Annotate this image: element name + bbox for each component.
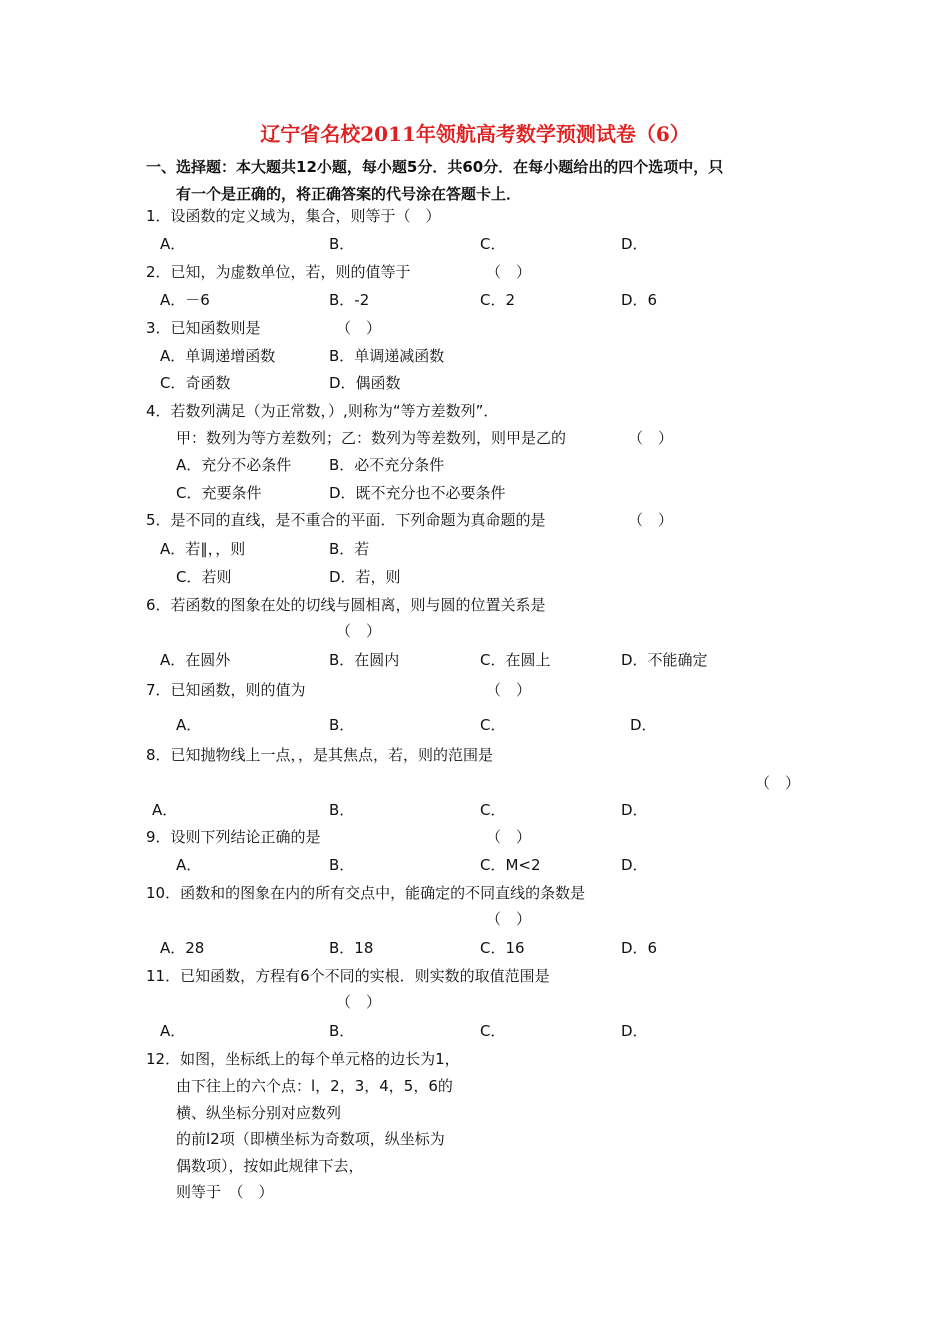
question-4-stem: 4．若数列满足（为正常数，）,则称为“等方差数列”． (146, 402, 499, 420)
q10-option-b: B．18 (329, 939, 374, 957)
q7-option-a: A． (176, 716, 202, 734)
question-12-stem-line4: 的前l2项（即横坐标为奇数项，纵坐标为 (176, 1130, 445, 1148)
q7-option-c: C． (480, 716, 506, 734)
q2-option-d: D．6 (621, 291, 658, 309)
q4-option-d: D．既不充分也不必要条件 (329, 484, 506, 502)
q4-option-c: C．充要条件 (176, 484, 262, 502)
exam-title: 辽宁省名校2011年领航高考数学预测试卷（6） (260, 122, 690, 146)
q8-option-b: B． (329, 801, 355, 819)
q4-option-b: B．必不充分条件 (329, 456, 445, 474)
q4-option-a: A．充分不必条件 (176, 456, 292, 474)
q3-option-a: A．单调递增函数 (160, 347, 276, 365)
q1-option-a: A． (160, 235, 186, 253)
section-heading: 一、选择题：本大题共12小题，每小题5分．共60分．在每小题给出的四个选项中，只 (146, 158, 724, 176)
q10-option-d: D．6 (621, 939, 658, 957)
q3-option-d: D．偶函数 (329, 374, 401, 392)
q10-option-a: A．28 (160, 939, 205, 957)
q11-answer-paren: （ ） (336, 993, 382, 1011)
q5-option-d: D．若，则 (329, 568, 401, 586)
q9-option-d: D． (621, 856, 648, 874)
q9-option-a: A． (176, 856, 202, 874)
question-2-stem: 2．已知，为虚数单位，若，则的值等于 (146, 263, 411, 281)
q7-option-b: B． (329, 716, 355, 734)
q1-option-b: B． (329, 235, 355, 253)
q2-option-a: A．－6 (160, 291, 210, 309)
question-4-stem-cont: 甲：数列为等方差数列；乙：数列为等差数列，则甲是乙的 (176, 429, 567, 447)
q8-option-d: D． (621, 801, 648, 819)
q8-option-c: C． (480, 801, 506, 819)
question-7-stem: 7．已知函数，则的值为 (146, 681, 306, 699)
q10-option-c: C．16 (480, 939, 525, 957)
q3-answer-paren: （ ） (336, 319, 382, 337)
question-3-stem: 3．已知函数则是 (146, 319, 261, 337)
q5-option-c: C．若则 (176, 568, 232, 586)
q9-answer-paren: （ ） (486, 828, 532, 846)
q8-answer-paren: （ ） (755, 774, 801, 792)
question-6-stem: 6．若函数的图象在处的切线与圆相离，则与圆的位置关系是 (146, 596, 546, 614)
q11-option-c: C． (480, 1022, 506, 1040)
q2-option-b: B．-2 (329, 291, 370, 309)
question-5-stem: 5．是不同的直线，是不重合的平面．下列命题为真命题的是 (146, 511, 546, 529)
q1-option-d: D． (621, 235, 648, 253)
question-12-stem-line3: 横、纵坐标分别对应数列 (176, 1104, 342, 1122)
q11-option-b: B． (329, 1022, 355, 1040)
question-12-stem-line5: 偶数项），按如此规律下去， (176, 1157, 364, 1175)
question-11-stem: 11．已知函数，方程有6个不同的实根．则实数的取值范围是 (146, 967, 550, 985)
question-8-stem: 8．已知抛物线上一点，，是其焦点，若，则的范围是 (146, 746, 494, 764)
q4-answer-paren: （ ） (628, 429, 674, 447)
q1-option-c: C． (480, 235, 506, 253)
question-10-stem: 10．函数和的图象在内的所有交点中，能确定的不同直线的条数是 (146, 884, 586, 902)
q8-option-a: A． (152, 801, 178, 819)
question-12-stem: 12．如图，坐标纸上的每个单元格的边长为1， (146, 1050, 460, 1068)
q6-answer-paren: （ ） (336, 622, 382, 640)
q3-option-b: B．单调递减函数 (329, 347, 445, 365)
q6-option-a: A．在圆外 (160, 651, 231, 669)
q9-option-c: C．M<2 (480, 856, 541, 874)
question-1-stem: 1．设函数的定义域为，集合，则等于（ ） (146, 207, 441, 225)
q7-option-d: D． (630, 716, 657, 734)
q9-option-b: B． (329, 856, 355, 874)
q2-option-c: C．2 (480, 291, 516, 309)
q11-option-a: A． (160, 1022, 186, 1040)
q5-option-b: B．若 (329, 540, 370, 558)
q5-answer-paren: （ ） (628, 511, 674, 529)
q6-option-d: D．不能确定 (621, 651, 708, 669)
question-12-stem-line6: 则等于 （ ） (176, 1183, 274, 1201)
q2-answer-paren: （ ） (486, 263, 532, 281)
q6-option-c: C．在圆上 (480, 651, 551, 669)
question-9-stem: 9．设则下列结论正确的是 (146, 828, 321, 846)
q5-option-a: A．若∥，，则 (160, 540, 246, 558)
q11-option-d: D． (621, 1022, 648, 1040)
q10-answer-paren: （ ） (486, 910, 532, 928)
q7-answer-paren: （ ） (486, 681, 532, 699)
section-heading-cont: 有一个是正确的，将正确答案的代号涂在答题卡上． (176, 185, 522, 203)
q3-option-c: C．奇函数 (160, 374, 231, 392)
question-12-stem-line2: 由下往上的六个点：l，2，3，4，5，6的 (176, 1077, 453, 1095)
q6-option-b: B．在圆内 (329, 651, 400, 669)
